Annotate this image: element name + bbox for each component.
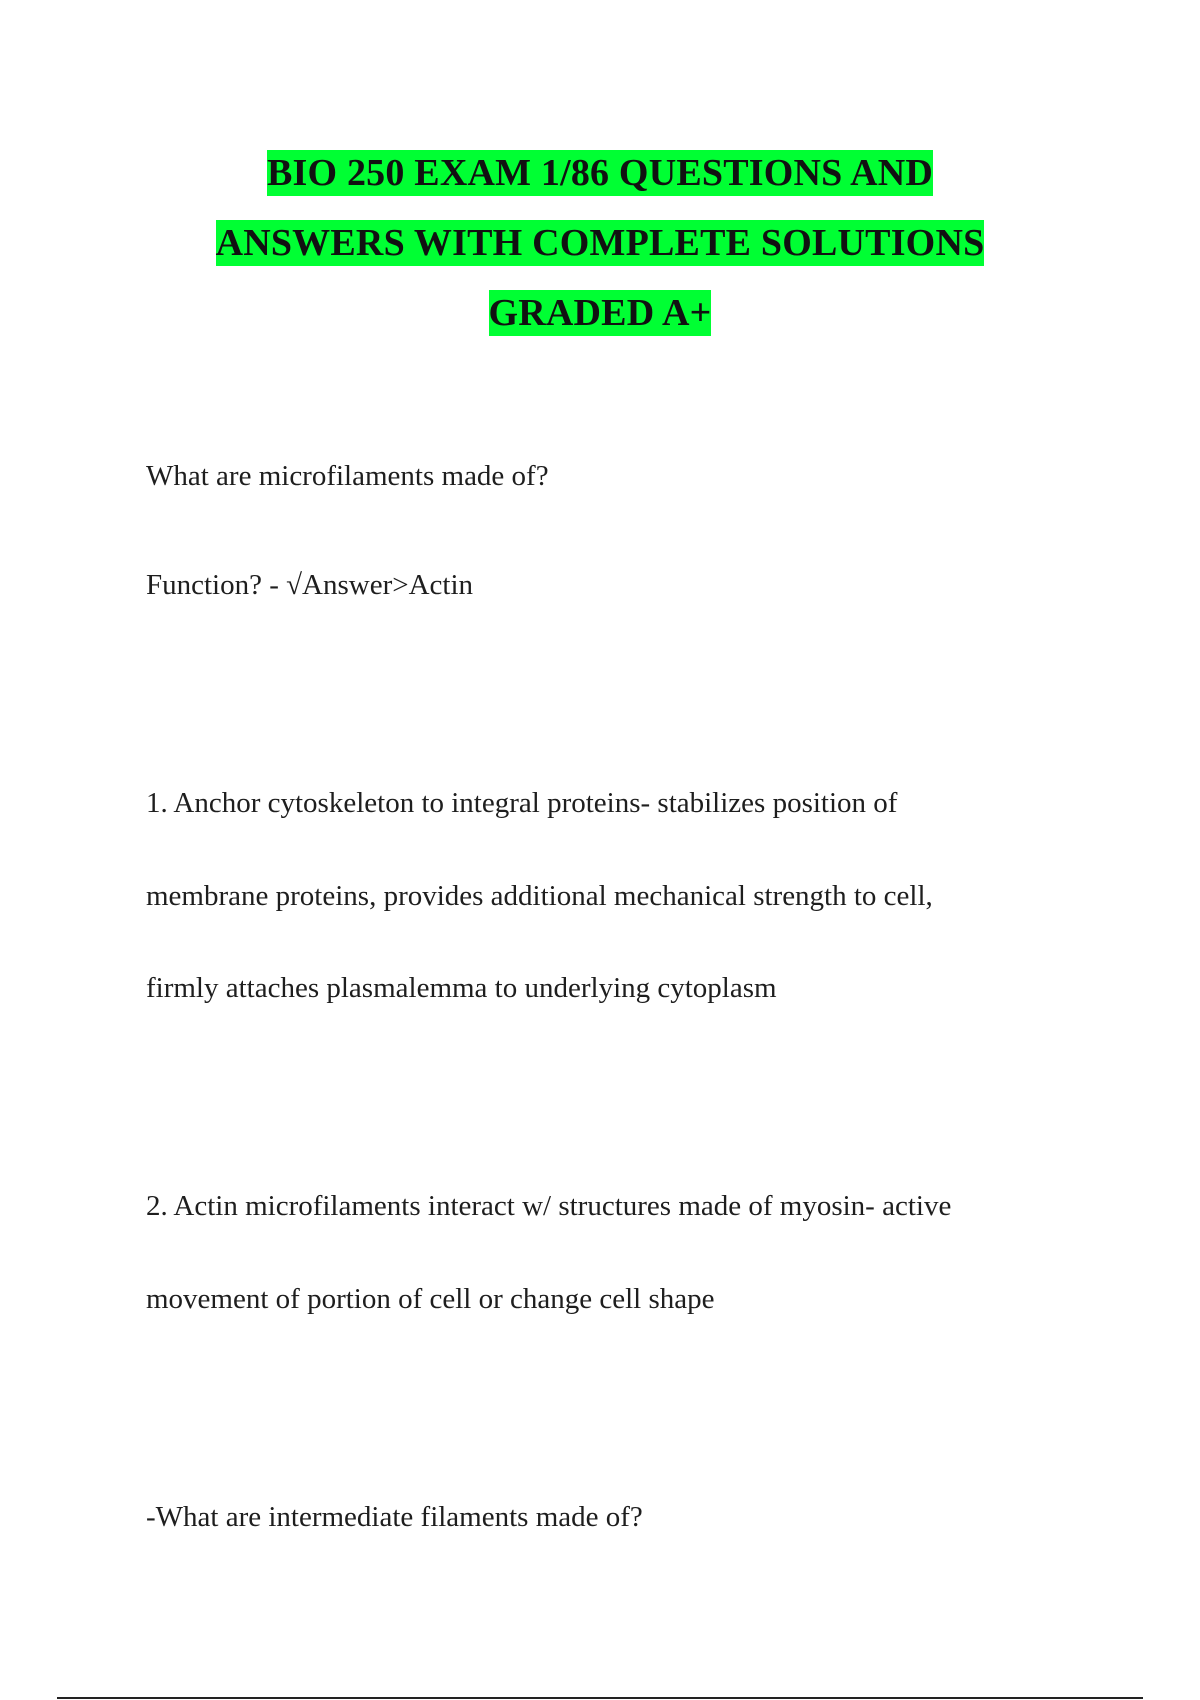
title-line-3-text: GRADED A+ (488, 292, 712, 334)
answer-point-2-line-2: movement of portion of cell or change cell shape (146, 1283, 715, 1315)
title-line-2 (0, 208, 1200, 278)
title-line-1-text: BIO 250 EXAM 1/86 QUESTIONS AND (266, 152, 934, 194)
title-line-1 (0, 138, 1200, 208)
answer-point-1-line-2: membrane proteins, provides additional mechanical strength to cell, (146, 880, 933, 912)
answer-point-2-line-1: 2. Actin microfilaments interact w/ structures made of myosin- active (146, 1190, 952, 1222)
question-2-text: -What are intermediate filaments made of? (146, 1501, 643, 1533)
title-line-3 (0, 278, 1200, 348)
question-1-answer: Function? - √Answer>Actin (146, 569, 474, 601)
answer-point-1-line-3: firmly attaches plasmalemma to underlying cytoplasm (146, 972, 777, 1004)
title-line-2-text: ANSWERS WITH COMPLETE SOLUTIONS (215, 222, 985, 264)
question-1-text: What are microfilaments made of? (146, 460, 549, 492)
document-title (0, 138, 1200, 348)
page-bottom-rule (57, 1697, 1143, 1699)
answer-point-1-line-1: 1. Anchor cytoskeleton to integral proteins- stabilizes position of (146, 787, 898, 819)
